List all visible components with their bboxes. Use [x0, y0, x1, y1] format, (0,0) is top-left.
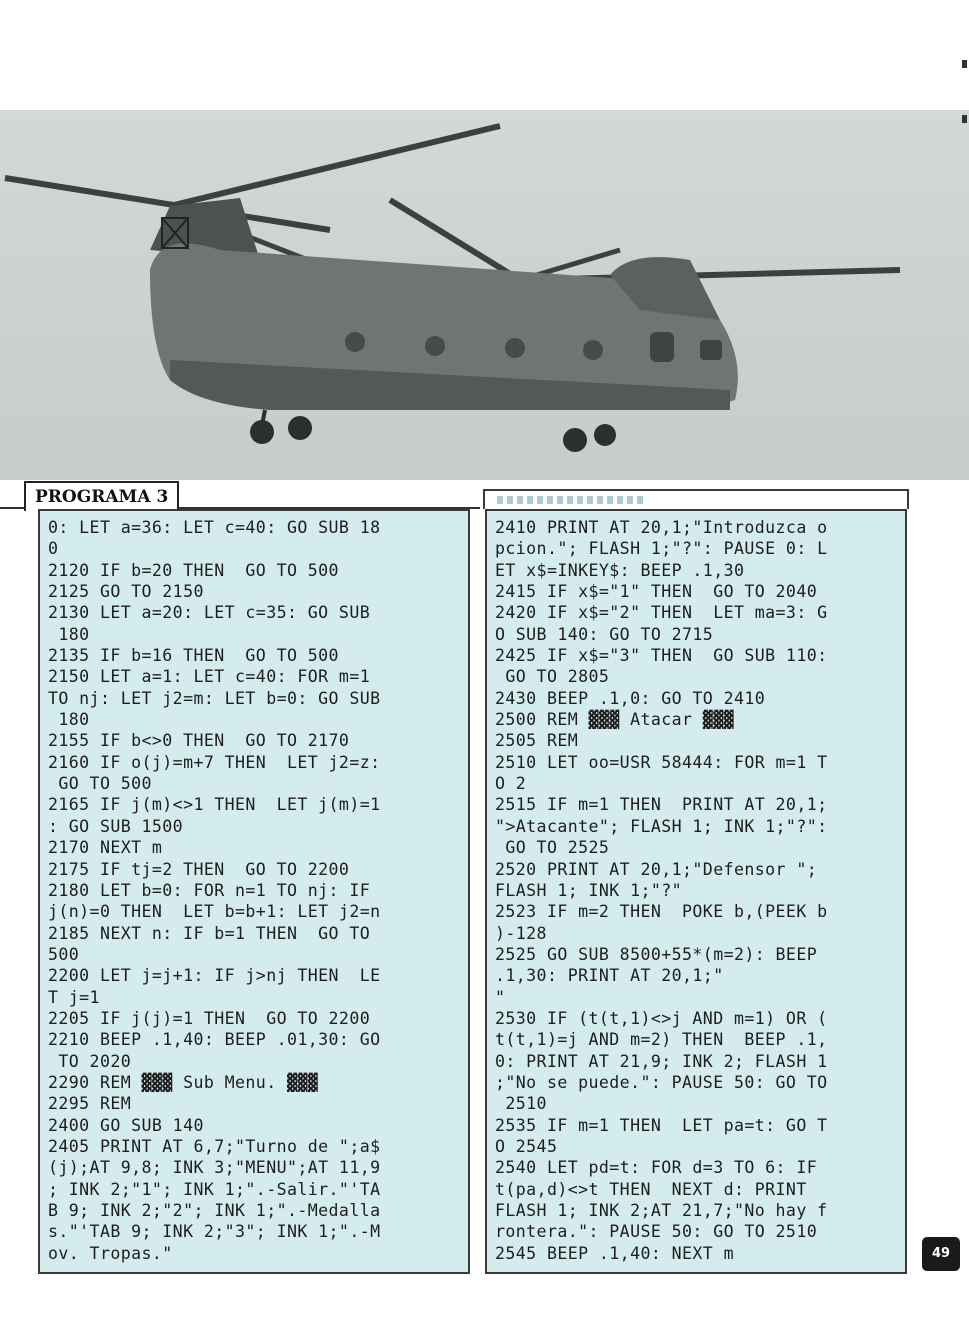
- code-line: 2295 REM: [48, 1094, 132, 1114]
- code-line: (j);AT 9,8; INK 3;"MENU";AT 11,9: [48, 1158, 381, 1178]
- code-line: 2155 IF b<>0 THEN GO TO 2170: [48, 731, 350, 751]
- code-line: .1,30: PRINT AT 20,1;": [495, 966, 724, 986]
- code-line: 2410 PRINT AT 20,1;"Introduzca o: [495, 518, 828, 537]
- code-line: 2200 LET j=j+1: IF j>nj THEN LE: [48, 966, 381, 986]
- code-line: 2180 LET b=0: FOR n=1 TO nj: IF: [48, 880, 371, 900]
- code-line: j(n)=0 THEN LET b=b+1: LET j2=n: [48, 902, 381, 922]
- code-line: 2290 REM ▓▓▓ Sub Menu. ▓▓▓: [48, 1072, 319, 1092]
- code-line: 2420 IF x$="2" THEN LET ma=3: G: [495, 603, 828, 623]
- code-line: t(t,1)=j AND m=2) THEN BEEP .1,: [495, 1030, 828, 1050]
- code-line: 2545 BEEP .1,40: NEXT m: [495, 1243, 734, 1263]
- code-line: ov. Tropas.": [48, 1243, 173, 1263]
- code-line: 2430 BEEP .1,0: GO TO 2410: [495, 688, 766, 708]
- code-line: 2150 LET a=1: LET c=40: FOR m=1: [48, 667, 371, 687]
- code-line: ;"No se puede.": PAUSE 50: GO TO: [495, 1072, 828, 1092]
- code-line: FLASH 1; INK 2;AT 21,7;"No hay f: [495, 1201, 828, 1220]
- code-line: ">Atacante"; FLASH 1; INK 1;"?":: [495, 816, 828, 836]
- right-panel-header: [483, 489, 909, 509]
- code-line: 2400 GO SUB 140: [48, 1115, 204, 1135]
- edge-mark: [962, 115, 967, 123]
- program-label: PROGRAMA 3: [24, 481, 179, 511]
- code-text-right: [487, 511, 905, 1264]
- code-line: 2525 GO SUB 8500+55*(m=2): BEEP: [495, 944, 818, 964]
- code-line: 2130 LET a=20: LET c=35: GO SUB: [48, 603, 371, 623]
- code-line: ET x$=INKEY$: BEEP .1,30: [495, 560, 745, 580]
- code-line: GO TO 2805: [495, 667, 610, 687]
- code-line: 2540 LET pd=t: FOR d=3 TO 6: IF: [495, 1158, 818, 1178]
- code-line: ": [495, 987, 506, 1007]
- code-line: 2170 NEXT m: [48, 838, 163, 858]
- code-line: TO 2020: [48, 1051, 132, 1071]
- code-line: 2515 IF m=1 THEN PRINT AT 20,1;: [495, 795, 828, 815]
- code-text-left: [40, 511, 468, 1264]
- code-line: TO nj: LET j2=m: LET b=0: GO SUB: [48, 688, 381, 708]
- code-line: 2415 IF x$="1" THEN GO TO 2040: [495, 582, 818, 602]
- code-line: 500: [48, 944, 80, 964]
- code-line: 2425 IF x$="3" THEN GO SUB 110:: [495, 646, 828, 666]
- code-line: 2175 IF tj=2 THEN GO TO 2200: [48, 859, 350, 879]
- code-line: 180: [48, 710, 90, 730]
- code-line: 2185 NEXT n: IF b=1 THEN GO TO: [48, 923, 371, 943]
- code-line: 2505 REM: [495, 731, 579, 751]
- code-line: rontera.": PAUSE 50: GO TO 2510: [495, 1222, 818, 1242]
- code-line: 2530 IF (t(t,1)<>j AND m=1) OR (: [495, 1008, 828, 1028]
- code-line: T j=1: [48, 987, 100, 1007]
- code-line: 2205 IF j(j)=1 THEN GO TO 2200: [48, 1008, 371, 1028]
- code-line: GO TO 500: [48, 774, 152, 794]
- code-line: 2135 IF b=16 THEN GO TO 500: [48, 646, 339, 666]
- code-line: 2520 PRINT AT 20,1;"Defensor ";: [495, 859, 818, 879]
- code-line: 0: [48, 539, 59, 559]
- code-line: ; INK 2;"1"; INK 1;".-Salir."'TA: [48, 1179, 381, 1199]
- code-line: 0: PRINT AT 21,9; INK 2; FLASH 1: [495, 1051, 828, 1071]
- code-line: pcion."; FLASH 1;"?": PAUSE 0: L: [495, 539, 828, 559]
- code-line: 2160 IF o(j)=m+7 THEN LET j2=z:: [48, 752, 381, 772]
- code-line: 2523 IF m=2 THEN POKE b,(PEEK b: [495, 902, 828, 922]
- code-line: 2120 IF b=20 THEN GO TO 500: [48, 560, 339, 580]
- code-line: O 2: [495, 774, 527, 794]
- code-line: 180: [48, 624, 90, 644]
- code-line: )-128: [495, 923, 547, 943]
- code-line: GO TO 2525: [495, 838, 610, 858]
- edge-mark: [962, 60, 967, 68]
- code-line: 2535 IF m=1 THEN LET pa=t: GO T: [495, 1115, 828, 1135]
- code-line: t(pa,d)<>t THEN NEXT d: PRINT: [495, 1179, 807, 1199]
- code-line: 2125 GO TO 2150: [48, 582, 204, 602]
- decorative-ticks: [497, 496, 647, 504]
- code-line: : GO SUB 1500: [48, 816, 184, 836]
- code-line: O 2545: [495, 1136, 558, 1156]
- code-line: 2210 BEEP .1,40: BEEP .01,30: GO: [48, 1030, 381, 1050]
- code-line: O SUB 140: GO TO 2715: [495, 624, 714, 644]
- code-line: 2500 REM ▓▓▓ Atacar ▓▓▓: [495, 710, 734, 730]
- code-listing-left: [38, 509, 470, 1274]
- code-line: 2510 LET oo=USR 58444: FOR m=1 T: [495, 752, 828, 772]
- code-listing-right: [485, 509, 907, 1274]
- code-line: B 9; INK 2;"2"; INK 1;".-Medalla: [48, 1201, 381, 1220]
- code-line: FLASH 1; INK 1;"?": [495, 880, 683, 900]
- page-number-badge: 49: [922, 1237, 960, 1271]
- code-line: 2405 PRINT AT 6,7;"Turno de ";a$: [48, 1136, 381, 1156]
- helicopter-photo: [0, 110, 969, 480]
- code-line: 0: LET a=36: LET c=40: GO SUB 18: [48, 518, 381, 537]
- code-line: 2510: [495, 1094, 547, 1114]
- chinook-helicopter-image: [0, 110, 969, 480]
- code-line: 2165 IF j(m)<>1 THEN LET j(m)=1: [48, 795, 381, 815]
- code-line: s."'TAB 9; INK 2;"3"; INK 1;".-M: [48, 1222, 381, 1242]
